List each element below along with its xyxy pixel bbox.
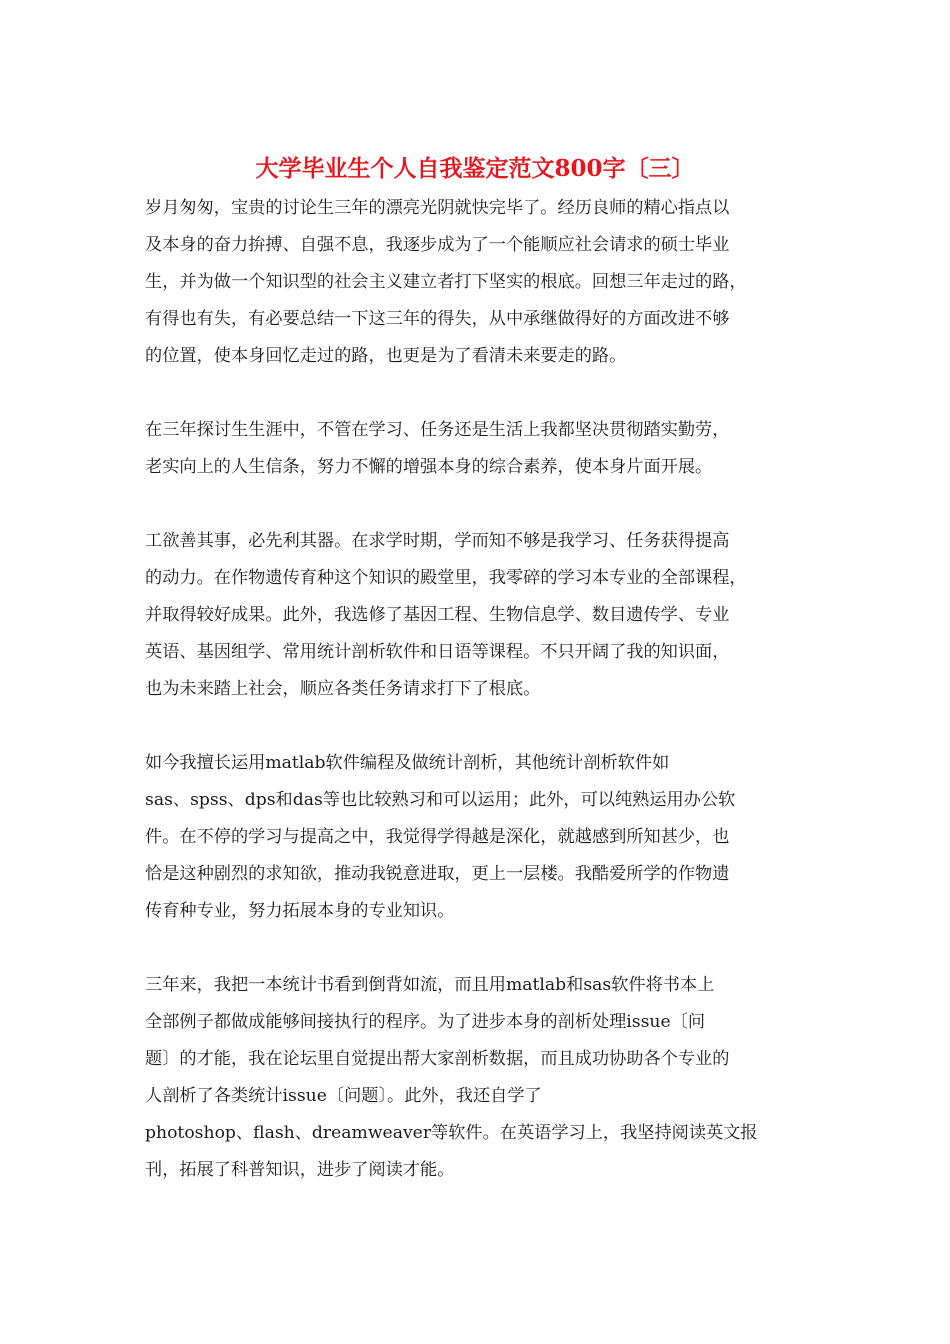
paragraph-line: 生，并为做一个知识型的社会主义建立者打下坚实的根底。回想三年走过的路， bbox=[145, 272, 747, 292]
paragraph bbox=[145, 523, 807, 708]
paragraph-line: 件。在不停的学习与提高之中，我觉得学得越是深化，就越感到所知甚少，也 bbox=[145, 827, 730, 847]
paragraph bbox=[145, 412, 807, 486]
paragraph-line: 人剖析了各类统计issue〔问题〕。此外，我还自学了 bbox=[145, 1086, 542, 1106]
paragraph-line: 的动力。在作物遗传育种这个知识的殿堂里，我零碎的学习本专业的全部课程， bbox=[145, 568, 747, 588]
paragraph-line: 的位置，使本身回忆走过的路，也更是为了看清未来要走的路。 bbox=[145, 346, 627, 366]
paragraph-line: 工欲善其事，必先利其器。在求学时期，学而知不够是我学习、任务获得提高 bbox=[145, 531, 730, 551]
paragraph-line: 在三年探讨生生涯中，不管在学习、任务还是生活上我都坚决贯彻踏实勤劳， bbox=[145, 420, 730, 440]
paragraph-line: 有得也有失，有必要总结一下这三年的得失，从中承继做得好的方面改进不够 bbox=[145, 309, 730, 329]
paragraph-line: 也为未来踏上社会，顺应各类任务请求打下了根底。 bbox=[145, 679, 541, 699]
paragraph-line: 刊，拓展了科普知识，进步了阅读才能。 bbox=[145, 1160, 455, 1180]
paragraph-line: 恰是这种剧烈的求知欲，推动我锐意进取，更上一层楼。我酷爱所学的作物遗 bbox=[145, 864, 730, 884]
paragraph-line: 如今我擅长运用matlab软件编程及做统计剖析，其他统计剖析软件如 bbox=[145, 753, 670, 773]
paragraph bbox=[145, 745, 807, 930]
paragraph-line: 老实向上的人生信条，努力不懈的增强本身的综合素养，使本身片面开展。 bbox=[145, 457, 713, 477]
paragraph-line: 全部例子都做成能够间接执行的程序。为了进步本身的剖析处理issue〔问 bbox=[145, 1012, 706, 1032]
document-body bbox=[145, 190, 807, 1189]
paragraph-line: photoshop、flash、dreamweaver等软件。在英语学习上，我坚持阅读英文报 bbox=[145, 1123, 758, 1143]
document-title: 大学毕业生个人自我鉴定范文800字〔三〕 bbox=[255, 155, 695, 182]
paragraph-line: 英语、基因组学、常用统计剖析软件和日语等课程。不只开阔了我的知识面， bbox=[145, 642, 730, 662]
paragraph-line: 题〕的才能，我在论坛里自觉提出帮大家剖析数据，而且成功协助各个专业的 bbox=[145, 1049, 730, 1069]
paragraph-line: 三年来，我把一本统计书看到倒背如流，而且用matlab和sas软件将书本上 bbox=[145, 975, 715, 995]
paragraph-line: 并取得较好成果。此外，我选修了基因工程、生物信息学、数目遗传学、专业 bbox=[145, 605, 730, 625]
paragraph-line: 传育种专业，努力拓展本身的专业知识。 bbox=[145, 901, 455, 921]
paragraph-line: 及本身的奋力拚搏、自强不息，我逐步成为了一个能顺应社会请求的硕士毕业 bbox=[145, 235, 730, 255]
paragraph bbox=[145, 967, 807, 1189]
paragraph-line: sas、spss、dps和das等也比较熟习和可以运用；此外，可以纯熟运用办公软 bbox=[145, 790, 736, 810]
paragraph bbox=[145, 190, 807, 375]
paragraph-line: 岁月匆匆，宝贵的讨论生三年的漂亮光阴就快完毕了。经历良师的精心指点以 bbox=[145, 198, 730, 218]
